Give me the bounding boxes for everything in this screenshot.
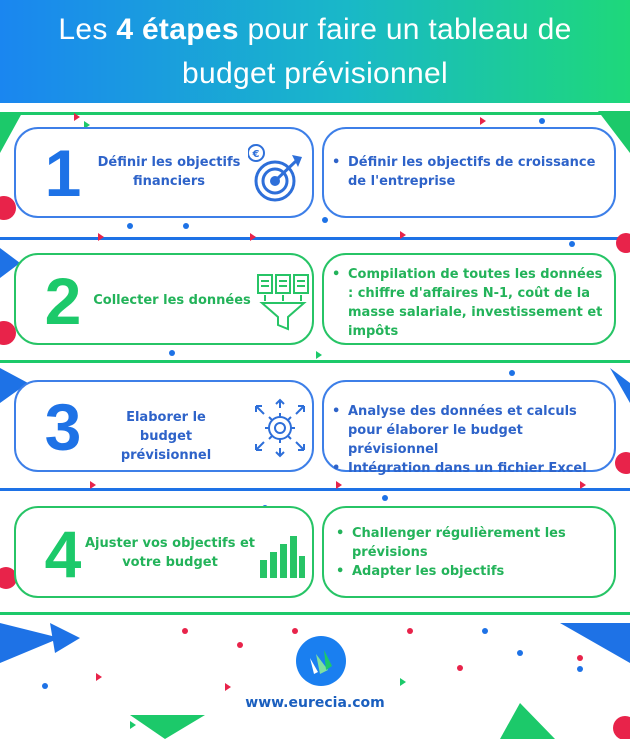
step-bullets [332, 524, 608, 581]
step-number: 4 [44, 517, 82, 591]
step-bullets [328, 402, 610, 478]
header-banner [0, 0, 630, 103]
step-number: 3 [44, 390, 82, 464]
bullet-item: • Intégration dans un fichier Excel [328, 459, 610, 478]
step-label: Définir les objectifs financiers [97, 155, 241, 189]
svg-text:€: € [252, 149, 260, 160]
bullet-item: • Adapter les objectifs [332, 562, 608, 581]
step-3-left-box [14, 380, 314, 472]
bullet-item: • Challenger régulièrement les prévisions [332, 524, 608, 562]
target-euro-icon [248, 141, 304, 205]
funnel-documents-icon [256, 269, 312, 333]
step-4-left-box [14, 506, 314, 598]
step-bullets [328, 265, 610, 341]
step-bullets [328, 153, 608, 191]
gear-arrows-icon [248, 396, 312, 460]
step-number: 1 [44, 136, 82, 210]
step-label: Ajuster vos objectifs et votre budget [85, 536, 255, 570]
page-title: Les 4 étapes pour faire un tableau de budget prévisionnel [58, 13, 572, 90]
bullet-item: • Compilation de toutes les données : chiffre d'affaires N-1, coût de la masse salariale, investissement et impôts [328, 265, 610, 341]
step-number: 2 [44, 264, 82, 338]
step-3-right-box [322, 380, 616, 476]
eurecia-logo-icon[interactable] [296, 636, 346, 686]
bullet-item: • Analyse des données et calculs pour élaborer le budget prévisionnel [328, 402, 610, 459]
step-label: Elaborer le budget prévisionnel [120, 410, 212, 463]
bar-chart-icon [258, 530, 306, 580]
bullet-item: • Définir les objectifs de croissance de l'entreprise [328, 153, 608, 191]
step-2-left-box [14, 253, 314, 345]
step-1-right-box [322, 127, 616, 218]
website-link[interactable]: www.eurecia.com [245, 695, 385, 711]
eurecia-logo-mark-icon [296, 636, 346, 686]
step-label: Collecter les données [93, 293, 251, 308]
step-1-left-box [14, 127, 314, 218]
step-4-right-box [322, 506, 616, 598]
step-2-right-box [322, 253, 616, 345]
